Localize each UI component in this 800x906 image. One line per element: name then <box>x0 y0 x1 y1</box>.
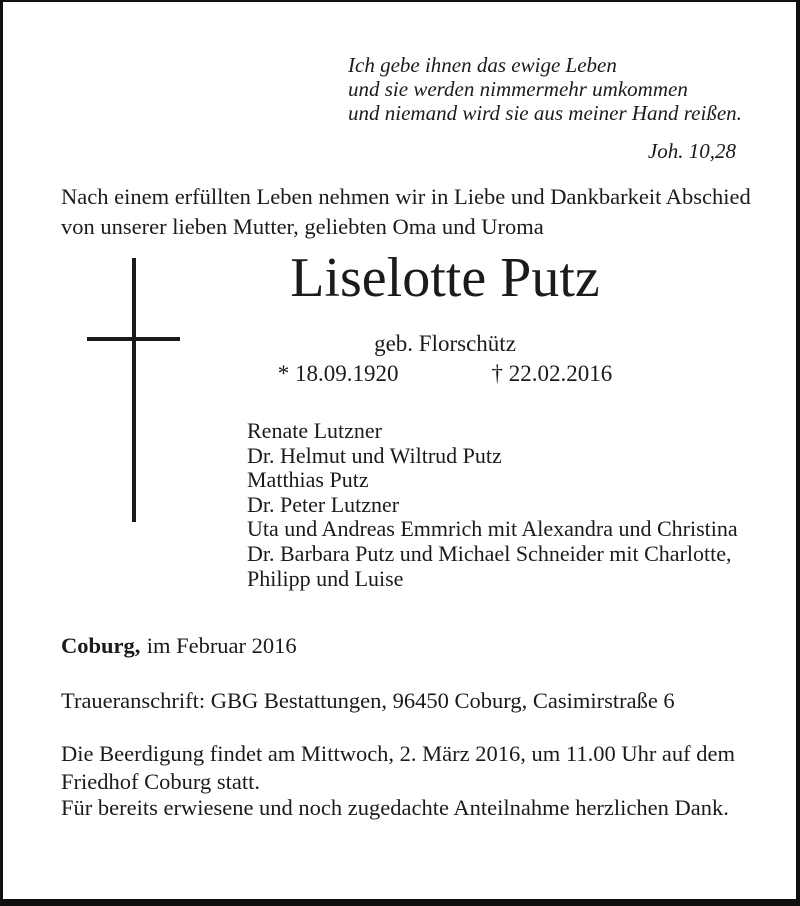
funeral-line: Friedhof Coburg statt. <box>61 769 260 794</box>
memorial-cross-icon <box>132 258 136 522</box>
bible-quote <box>348 53 742 163</box>
intro-line: Nach einem erfüllten Leben nehmen wir in Liebe und Dankbarkeit Abschied <box>61 184 751 209</box>
mourning-address-line: Traueranschrift: GBG Bestattungen, 96450 Coburg, Casimirstraße 6 <box>61 688 675 713</box>
thanks-line: Für bereits erwiesene und noch zugedachte Anteilnahme herzlichen Dank. <box>61 795 729 820</box>
mourner-line: Dr. Helmut und Wiltrud Putz <box>247 442 502 468</box>
funeral-line: Die Beerdigung findet am Mittwoch, 2. März 2016, um 11.00 Uhr auf dem <box>61 741 736 766</box>
date-label: im Februar 2016 <box>146 633 297 658</box>
mourner-line: Dr. Peter Lutzner <box>247 491 400 517</box>
intro-line: von unserer lieben Mutter, geliebten Oma und Uroma <box>61 214 544 239</box>
quote-source: Joh. 10,28 <box>647 139 736 163</box>
mourner-line: Matthias Putz <box>247 467 369 493</box>
funeral-info-paragraph <box>61 740 735 796</box>
mourner-line: Philipp und Luise <box>247 565 404 591</box>
deceased-name: Liselotte Putz <box>290 247 600 309</box>
mourner-line: Dr. Barbara Putz und Michael Schneider mit Charlotte, <box>247 540 732 566</box>
mourner-line: Uta und Andreas Emmrich mit Alexandra und Christina <box>247 516 738 542</box>
quote-line: und sie werden nimmermehr umkommen <box>348 77 688 101</box>
intro-paragraph <box>61 182 751 242</box>
life-dates <box>150 361 740 387</box>
quote-line: Ich gebe ihnen das ewige Leben <box>348 53 617 77</box>
quote-line: und niemand wird sie aus meiner Hand reißen. <box>348 101 742 125</box>
place-date-line <box>61 633 297 659</box>
place-label: Coburg, <box>61 633 141 658</box>
mourners-list <box>247 419 738 591</box>
birth-date: * 18.09.1920 <box>277 361 399 386</box>
maiden-name: geb. Florschütz <box>374 331 516 356</box>
mourner-line: Renate Lutzner <box>247 418 382 443</box>
death-date: † 22.02.2016 <box>491 361 613 386</box>
